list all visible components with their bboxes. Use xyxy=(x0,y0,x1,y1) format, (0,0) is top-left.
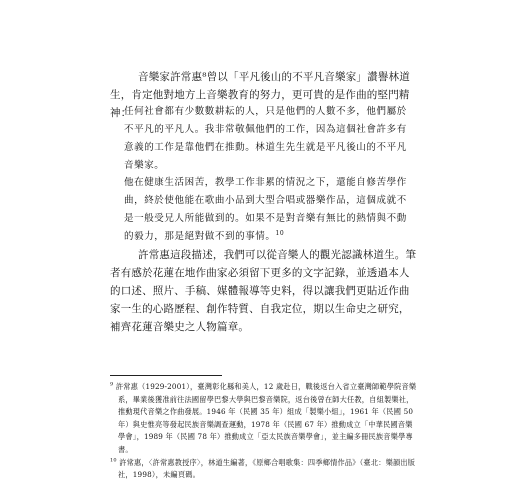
body-paragraph-analysis: 許常惠這段描述，我們可以從音樂人的觀光認識林道生。筆者有感於花蓮在地作曲家必須留下更多的文字記錄，並透過本人的口述、照片、手稿、媒體報導等史料，得以讓我們更貼近作曲家一生的心路歷程、創作特質、自我定位，期以生命史之研究，補齊花蓮音樂史之人物篇章。 xyxy=(110,249,417,333)
body-paragraph-intro: 音樂家許常惠⁸曾以「平凡後山的不平凡音樂家」讚譽林道生，肯定他對地方上音樂教育的努力，更可貴的是作曲的堅門精神： xyxy=(110,71,410,119)
block-quote-2-text: 他在健康生活困苦，教學工作非累的情況之下，還能自修苦學作曲，終於使他能在歌曲小品到大型合唱或器樂作品，這個成就不是一般受兄人所能做到的。如果不是對音樂有無比的熱情與不動的毅力，那是絕對做不到的事情。 xyxy=(124,177,407,242)
footnote-10-mark: 10 xyxy=(110,457,117,464)
footnotes-section xyxy=(110,381,418,482)
footnote-9-text: 許常惠（1929-2001），臺灣彰化縣和美人，12 歲赴日，戰後返台入省立臺灣師範學院音樂系，畢業後獲准前往法國留學巴黎大學與巴黎音樂院，返台後曾在師大任教，自組製樂社，推動現代音樂之作曲發展。1946 年（民國 35 年）組成「製樂小組」，1961 年（民國 50 年）與史惟亮等發起民族音樂調查運動，1978 年（民國 67 年）推動成立「中華民國音樂學會」，1989 年（民國 78 年）推動成立「亞太民族音樂學會」，並主編多冊民族音樂學專書。 xyxy=(115,382,417,454)
block-quote-2 xyxy=(124,174,416,246)
footnote-9-mark: 9 xyxy=(110,381,114,388)
block-quote-1: 任何社會都有少數數耕耘的人，只是他們的人數不多，他們屬於不平凡的平凡人。我非常敬佩他們的工作，因為這個社會許多有意義的工作是靠他們在推動。林道生先生就是平凡後山的不平凡音樂家。 xyxy=(124,106,407,171)
footnote-10-text: 許常惠，〈許常惠教授序〉，林道生編著，《原鄉合唱歌集：四季鄉情作品》（臺北：樂韻出版社，1998），未編頁碼。 xyxy=(118,457,416,480)
footnote-10 xyxy=(110,457,418,482)
footnote-reference-10[interactable]: 10 xyxy=(275,229,285,237)
footnote-divider xyxy=(110,375,222,376)
footnote-9 xyxy=(110,381,418,457)
